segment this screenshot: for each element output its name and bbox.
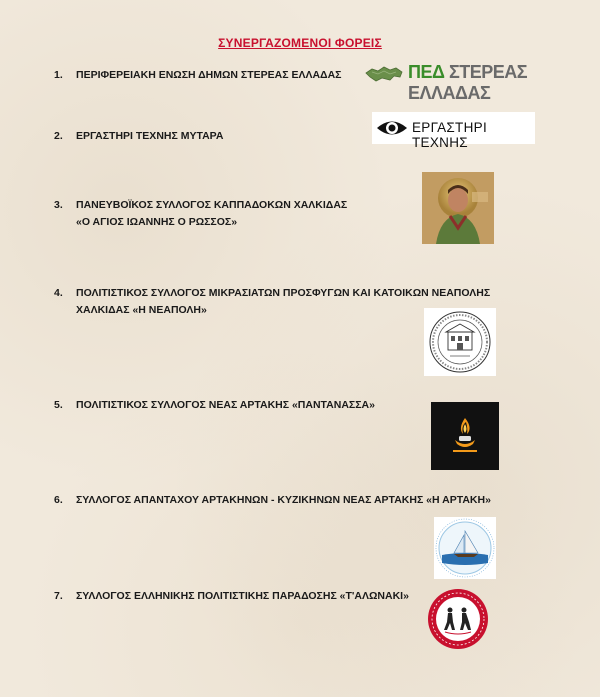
item-name: ΠΕΡΙΦΕΡΕΙΑΚΗ ΕΝΩΣΗ ΔΗΜΩΝ ΣΤΕΡΕΑΣ ΕΛΛΑΔΑΣ (76, 69, 342, 81)
dancers-icon (427, 588, 489, 650)
partner-item-5 (54, 397, 375, 414)
ergastiri-logo-text: ΕΡΓΑΣΤΗΡΙ ΤΕΧΝΗΣ (412, 120, 488, 150)
item-name-continued: «Ο ΑΓΙΟΣ ΙΩΑΝΝΗΣ Ο ΡΩΣΣΟΣ» (76, 216, 238, 228)
artaki-logo (434, 517, 496, 579)
item-name: ΠΟΛΙΤΙΣΤΙΚΟΣ ΣΥΛΛΟΓΟΣ ΝΕΑΣ ΑΡΤΑΚΗΣ «ΠΑΝΤΑΝΑΣΣΑ» (76, 399, 375, 411)
partner-item-1 (54, 67, 341, 84)
item-name: ΠΟΛΙΤΙΣΤΙΚΟΣ ΣΥΛΛΟΓΟΣ ΜΙΚΡΑΣΙΑΤΩΝ ΠΡΟΣΦΥΓΩΝ ΚΑΙ ΚΑΤΟΙΚΩΝ ΝΕΑΠΟΛΗΣ (76, 287, 491, 299)
item-number: 7. (54, 590, 63, 602)
neapoli-seal-logo (424, 308, 496, 376)
item-number: 6. (54, 494, 63, 506)
region-map-icon (364, 63, 406, 85)
partner-item-7 (54, 588, 409, 605)
item-number: 2. (54, 130, 63, 142)
page-title: ΣΥΝΕΡΓΑΖΟΜΕΝΟΙ ΦΟΡΕΙΣ (218, 36, 382, 50)
sailboat-icon (434, 517, 496, 579)
flame-icon (431, 402, 499, 470)
ped-logo-text: ΣΤΕΡΕΑΣ ΕΛΛΑΔΑΣ (408, 62, 528, 103)
item-number: 1. (54, 69, 63, 81)
item-number: 5. (54, 399, 63, 411)
ped-logo-prefix: ΠΕΔ (408, 62, 445, 82)
partner-item-2 (54, 128, 223, 145)
item-name: ΠΑΝΕΥΒΟΪΚΟΣ ΣΥΛΛΟΓΟΣ ΚΑΠΠΑΔΟΚΩΝ ΧΑΛΚΙΔΑΣ (76, 199, 348, 211)
partner-item-3 (54, 197, 347, 231)
eye-icon (376, 117, 408, 139)
item-name: ΕΡΓΑΣΤΗΡΙ ΤΕΧΝΗΣ ΜΥΤΑΡΑ (76, 130, 224, 142)
ped-logo (364, 60, 572, 103)
pantanassa-logo (431, 402, 499, 470)
ergastiri-logo (372, 112, 535, 150)
partner-item-6 (54, 492, 491, 509)
item-number: 4. (54, 287, 63, 299)
item-name: ΣΥΛΛΟΓΟΣ ΑΠΑΝΤΑΧΟΥ ΑΡΤΑΚΗΝΩΝ - ΚΥΖΙΚΗΝΩΝ ΝΕΑΣ ΑΡΤΑΚΗΣ «Η ΑΡΤΑΚΗ» (76, 494, 491, 506)
item-name: ΣΥΛΛΟΓΟΣ ΕΛΛΗΝΙΚΗΣ ΠΟΛΙΤΙΣΤΙΚΗΣ ΠΑΡΑΔΟΣΗΣ «Τ'ΑΛΩΝΑΚΙ» (76, 590, 409, 602)
saint-icon-image (422, 172, 494, 244)
item-name-continued: ΧΑΛΚΙΔΑΣ «Η ΝΕΑΠΟΛΗ» (76, 304, 207, 316)
item-number: 3. (54, 199, 63, 211)
talonaki-logo (427, 588, 489, 650)
